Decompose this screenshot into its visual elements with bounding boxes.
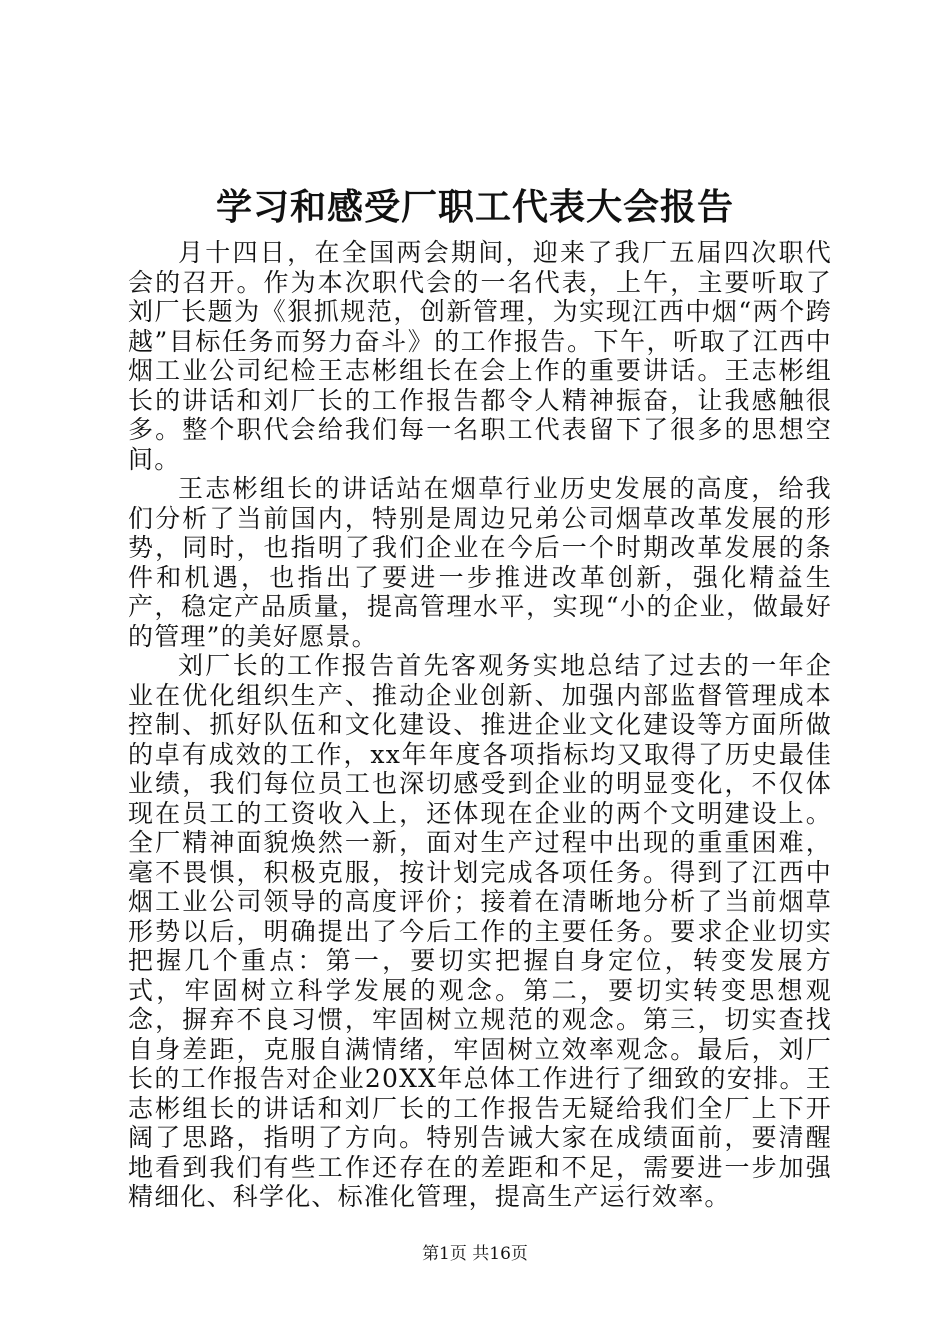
paragraph-2: 王志彬组长的讲话站在烟草行业历史发展的高度，给我们分析了当前国内，特别是周边兄弟公司烟草改革发展的形势，同时，也指明了我们企业在今后一个时期改革发展的条件和机遇，也指出了要进一步推进改革创新，强化精益生产，稳定产品质量，提高管理水平，实现“小的企业，做最好的管理”的美好愿景。	[128, 474, 832, 651]
paragraph-1: 月十四日，在全国两会期间，迎来了我厂五届四次职代会的召开。作为本次职代会的一名代表，上午，主要听取了刘厂长题为《狠抓规范，创新管理，为实现江西中烟“两个跨越”目标任务而努力奋斗》的工作报告。下午，听取了江西中烟工业公司纪检王志彬组长在会上作的重要讲话。王志彬组长的讲话和刘厂长的工作报告都令人精神振奋，让我感触很多。整个职代会给我们每一名职工代表留下了很多的思想空间。	[128, 238, 832, 474]
document-body	[128, 238, 832, 1212]
document-title: 学习和感受厂职工代表大会报告	[215, 186, 734, 228]
page-number-footer: 第1页 共16页	[422, 1244, 528, 1264]
paragraph-3: 刘厂长的工作报告首先客观务实地总结了过去的一年企业在优化组织生产、推动企业创新、加强内部监督管理成本控制、抓好队伍和文化建设、推进企业文化建设等方面所做的卓有成效的工作，xx年年度各项指标均又取得了历史最佳业绩，我们每位员工也深切感受到企业的明显变化，不仅体现在员工的工资收入上，还体现在企业的两个文明建设上。全厂精神面貌焕然一新，面对生产过程中出现的重重困难，毫不畏惧，积极克服，按计划完成各项任务。得到了江西中烟工业公司领导的高度评价；接着在清晰地分析了当前烟草形势以后，明确提出了今后工作的主要任务。要求企业切实把握几个重点：第一，要切实把握自身定位，转变发展方式，牢固树立科学发展的观念。第二，要切实转变思想观念，摒弃不良习惯，牢固树立规范的观念。第三，切实查找自身差距，克服自满情绪，牢固树立效率观念。最后，刘厂长的工作报告对企业20XX年总体工作进行了细致的安排。王志彬组长的讲话和刘厂长的工作报告无疑给我们全厂上下开阔了思路，指明了方向。特别告诫大家在成绩面前，要清醒地看到我们有些工作还存在的差距和不足，需要进一步加强精细化、科学化、标准化管理，提高生产运行效率。	[128, 651, 832, 1211]
